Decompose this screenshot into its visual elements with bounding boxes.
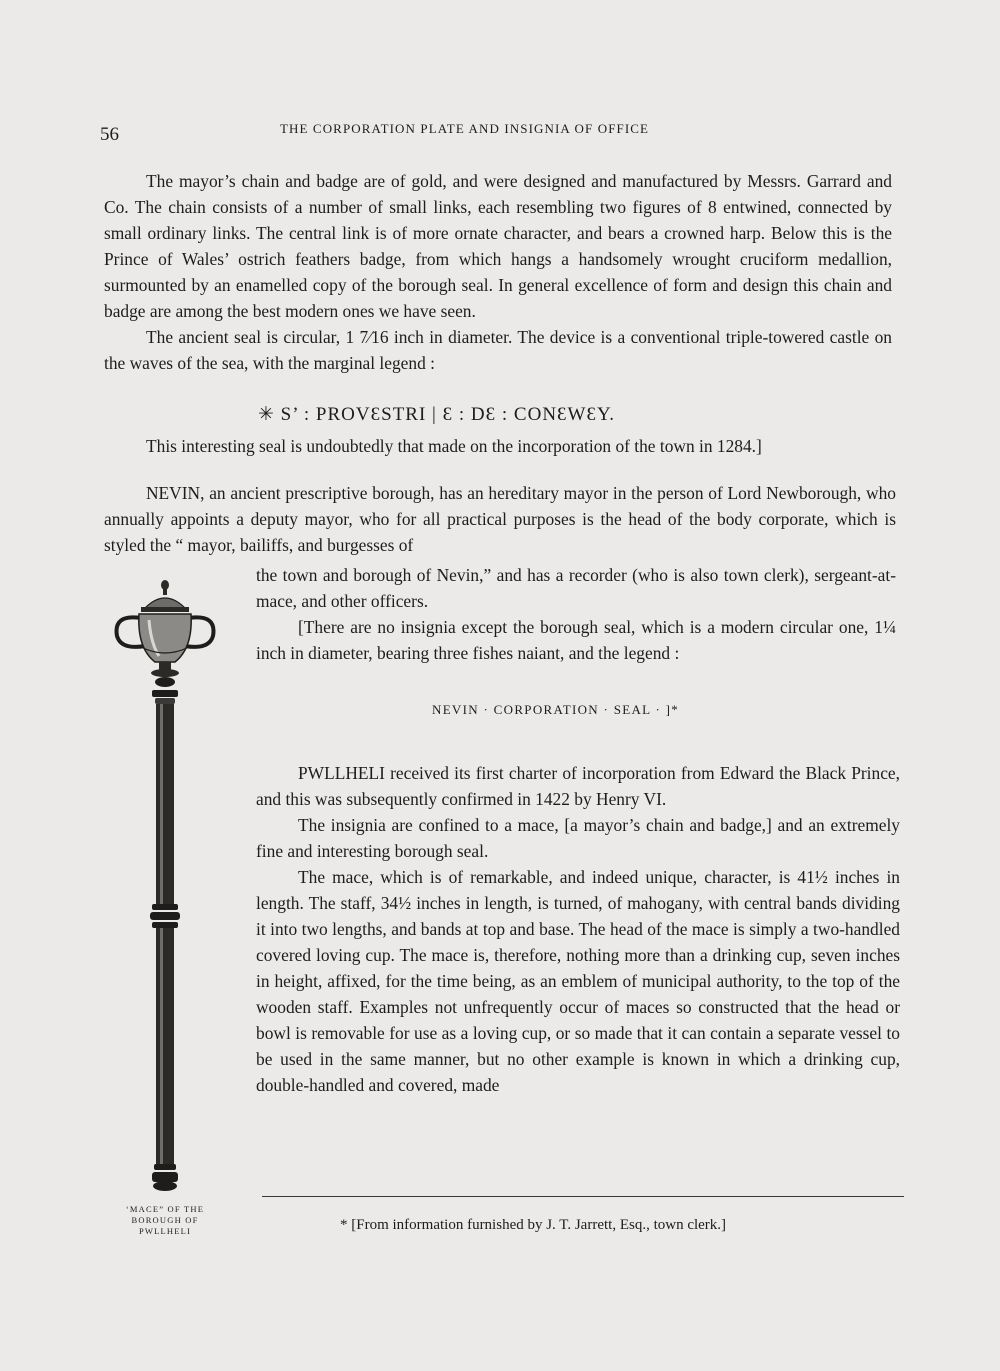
nevin-seal-legend: NEVIN · CORPORATION · SEAL · ]* xyxy=(432,702,680,717)
nevin-section-cont xyxy=(256,562,896,666)
pwllheli-mace-paragraph: The mace, which is of remarkable, and indeed unique, character, is 41½ inches in length. The staff, 34½ inches in length, is turned, of mahogany, with central bands dividing it into two lengths, and bands at top and base. The head of the mace is simply a two-handled covered loving cup. The mace is, therefore, nothing more than a drinking cup, seven inches in height, affixed, for the time being, as an emblem of municipal authority, to the top of the wooden staff. Examples not unfrequently occur of maces so constructed that the head or bowl is removable for use as a loving cup, or so made that it can contain a separate vessel to be used in the same manner, but no other example is known in which a drinking cup, double-handled and covered, made xyxy=(256,867,900,1095)
pwllheli-insignia-paragraph: The insignia are confined to a mace, [a mayor’s chain and badge,] and an extremely fine and interesting borough seal. xyxy=(256,815,900,861)
mace-illustration xyxy=(105,578,225,1198)
footnote: * [From information furnished by J. T. Jarrett, Esq., town clerk.] xyxy=(340,1217,727,1233)
mace-caption: ‘MACE” OF THE BOROUGH OF PWLLHELI xyxy=(125,1204,205,1236)
pwllheli-section xyxy=(256,760,900,1098)
pwllheli-charter-paragraph: PWLLHELI received its first charter of incorporation from Edward the Black Prince, and this was subsequently confirmed in 1422 by Henry VI. xyxy=(256,763,900,809)
conway-seal-note: This interesting seal is undoubtedly that made on the incorporation of the town in 1284.] xyxy=(146,436,762,456)
nevin-section xyxy=(104,480,896,558)
page-number: 56 xyxy=(100,124,119,145)
footnote-rule xyxy=(262,1196,904,1197)
conway-section xyxy=(104,168,892,376)
running-title: THE CORPORATION PLATE AND INSIGNIA OF OFFICE xyxy=(280,121,650,136)
conway-seal-legend: ✳ S’ : PROVƐSTRI | Ɛ : DƐ : CONƐWƐY. xyxy=(258,404,616,425)
conway-seal-paragraph: The ancient seal is circular, 1 7⁄16 inch in diameter. The device is a conventional triple-towered castle on the waves of the sea, with the marginal legend : xyxy=(104,327,892,373)
chain-paragraph: The mayor’s chain and badge are of gold, and were designed and manufactured by Messrs. Garrard and Co. The chain consists of a number of small links, each resembling two figures of 8 entwined, connected by small ordinary links. The central link is of more ornate character, and bears a crowned harp. Below this is the Prince of Wales’ ostrich feathers badge, from which hangs a handsomely wrought cruciform medallion, surmounted by an enamelled copy of the borough seal. In general excellence of form and design this chain and badge are among the best modern ones we have seen. xyxy=(104,171,892,321)
conway-note-wrap xyxy=(104,433,892,459)
nevin-paragraph-cont: the town and borough of Nevin,” and has a recorder (who is also town clerk), sergeant-at-mace, and other officers. xyxy=(256,565,896,611)
nevin-paragraph-lead: NEVIN, an ancient prescriptive borough, has an hereditary mayor in the person of Lord Newborough, who annually appoints a deputy mayor, who for all practical purposes is the head of the body corporate, which is styled the “ mayor, bailiffs, and burgesses of xyxy=(104,483,896,555)
nevin-seal-paragraph: [There are no insignia except the borough seal, which is a modern circular one, 1¼ inch in diameter, bearing three fishes naiant, and the legend : xyxy=(256,617,896,663)
